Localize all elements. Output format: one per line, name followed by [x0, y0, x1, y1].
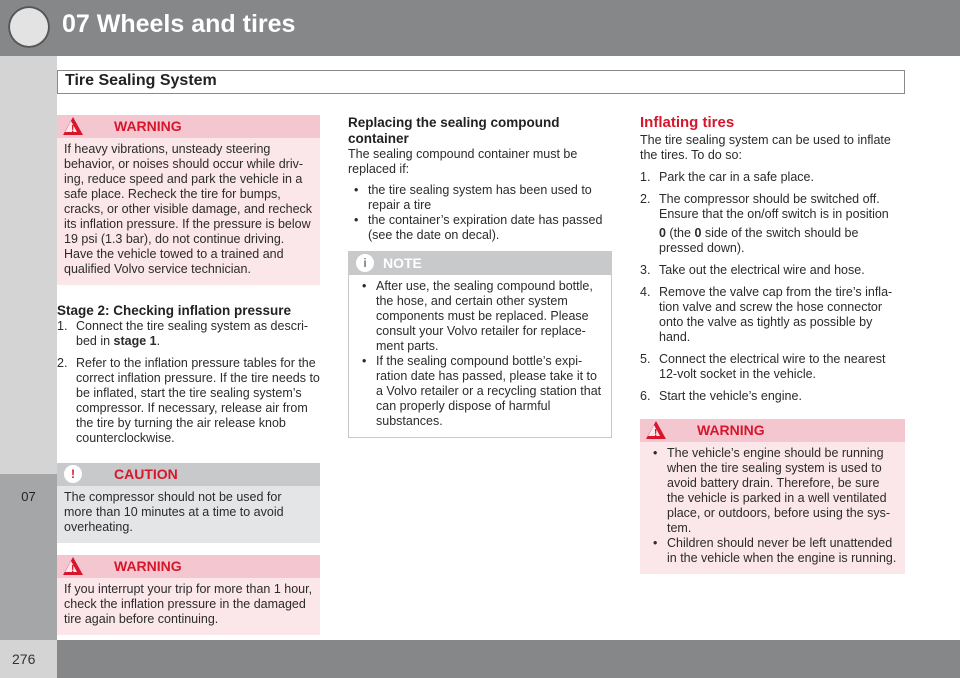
list-item: 1. Park the car in a safe place. [640, 170, 814, 184]
section-title: Tire Sealing System [65, 72, 217, 89]
warning-title: WARNING [697, 422, 765, 438]
list-item: • the container’s expiration date has passed (see the date on decal). [348, 213, 612, 243]
list-item-continuation: 0 (the 0 side of the switch should be pressed down). [659, 226, 859, 255]
list-item: 2. The compressor should be switched off. Ensure that the on/off switch is in position [640, 192, 889, 221]
info-icon: i [356, 254, 374, 272]
note-box [348, 251, 612, 438]
list-item: • After use, the sealing compound bottle, the hose, and certain other system components must be replaced. Please consult your Volvo retailer for replace-ment parts. [356, 279, 604, 354]
note-title: NOTE [383, 255, 422, 271]
list-item: 2. Refer to the inflation pressure tables for the correct inflation pressure. If the tire needs to be inflated, start the tire sealing system’s compressor. If necessary, release air from the tire by turning the air release knob counterclockwise. [57, 356, 320, 445]
warning-title: WARNING [114, 558, 182, 574]
chapter-header [0, 0, 960, 56]
list-item: • The vehicle’s engine should be running when the tire sealing system is used to avoid battery drain. Therefore, be sure the vehicle is parked in a well ventilated place, or outdoors, before using the sys-tem. [647, 446, 898, 536]
warning-title: WARNING [114, 118, 182, 134]
list-item: • If the sealing compound bottle’s expi-ration date has passed, please take it to a Volvo retailer or a recycling station that can properly dispose of harmful substances. [356, 354, 604, 429]
column-1 [57, 115, 320, 647]
stage2-heading: Stage 2: Checking inflation pressure [57, 303, 292, 318]
list-item: 1. Connect the tire sealing system as descri-bed in stage 1. [57, 319, 309, 348]
replace-intro: The sealing compound container must be replaced if: [348, 147, 578, 176]
replace-heading: Replacing the sealing compound container [348, 115, 560, 146]
tire-icon [8, 6, 50, 48]
column-2 [348, 115, 612, 450]
list-item: 5. Connect the electrical wire to the nearest 12-volt socket in the vehicle. [640, 352, 886, 381]
caution-title: CAUTION [114, 466, 178, 482]
caution-box [57, 463, 320, 543]
chapter-title: 07 Wheels and tires [62, 10, 296, 38]
warning-text: If heavy vibrations, unsteady steering behavior, or noises should occur while driv-ing, reduce speed and park the vehicle in a safe place. Recheck the tire for bumps, cracks, or other visible damage, and recheck its inflation pressure. If the pressure is below 19 psi (1.3 bar), do not continue driving. Have the vehicle towed to a trained and qualified Volvo service technician. [64, 142, 313, 276]
chapter-tab-number: 07 [21, 489, 36, 504]
list-item: • the tire sealing system has been used to repair a tire [348, 183, 612, 213]
page-number: 276 [12, 651, 36, 667]
inflating-heading: Inflating tires [640, 114, 735, 131]
caution-icon: ! [64, 465, 82, 483]
list-item: 3. Take out the electrical wire and hose. [640, 263, 865, 277]
warning-box: ! WARNING If you interrupt your trip for more than 1 hour, check the inflation pressure in the damaged tire again before continuing. [57, 555, 320, 635]
inflating-intro: The tire sealing system can be used to inflate the tires. To do so: [640, 133, 891, 162]
warning-text: If you interrupt your trip for more than 1 hour, check the inflation pressure in the damaged tire again before continuing. [64, 582, 313, 626]
warning-box: ! WARNING If heavy vibrations, unsteady steering behavior, or noises should occur while driv-ing, reduce speed and park the vehicle in a safe place. Recheck the tire for bumps, cracks, or other visible damage, and recheck its inflation pressure. If the pressure is below 19 psi (1.3 bar), do not continue driving. Have the vehicle towed to a trained and qualified Volvo service technician. [57, 115, 320, 285]
list-item: • Children should never be left unattended in the vehicle when the engine is running. [647, 536, 898, 566]
list-item: 6. Start the vehicle’s engine. [640, 389, 802, 403]
column-3 [640, 115, 905, 586]
caution-text: The compressor should not be used for more than 10 minutes at a time to avoid overheating. [64, 490, 284, 534]
section-title-bar [57, 70, 905, 94]
warning-box: ! WARNING • The vehicle’s engine should be running when the tire sealing system is used to avoid battery drain. Therefore, be sure the vehicle is parked in a well ventilated place, or outdoors, before using the sys-tem. • Children should never be left unattended in the vehicle when the engine is running. [640, 419, 905, 574]
list-item: 4. Remove the valve cap from the tire’s infla-tion valve and screw the hose connector onto the valve as tightly as possible by hand. [640, 285, 893, 344]
